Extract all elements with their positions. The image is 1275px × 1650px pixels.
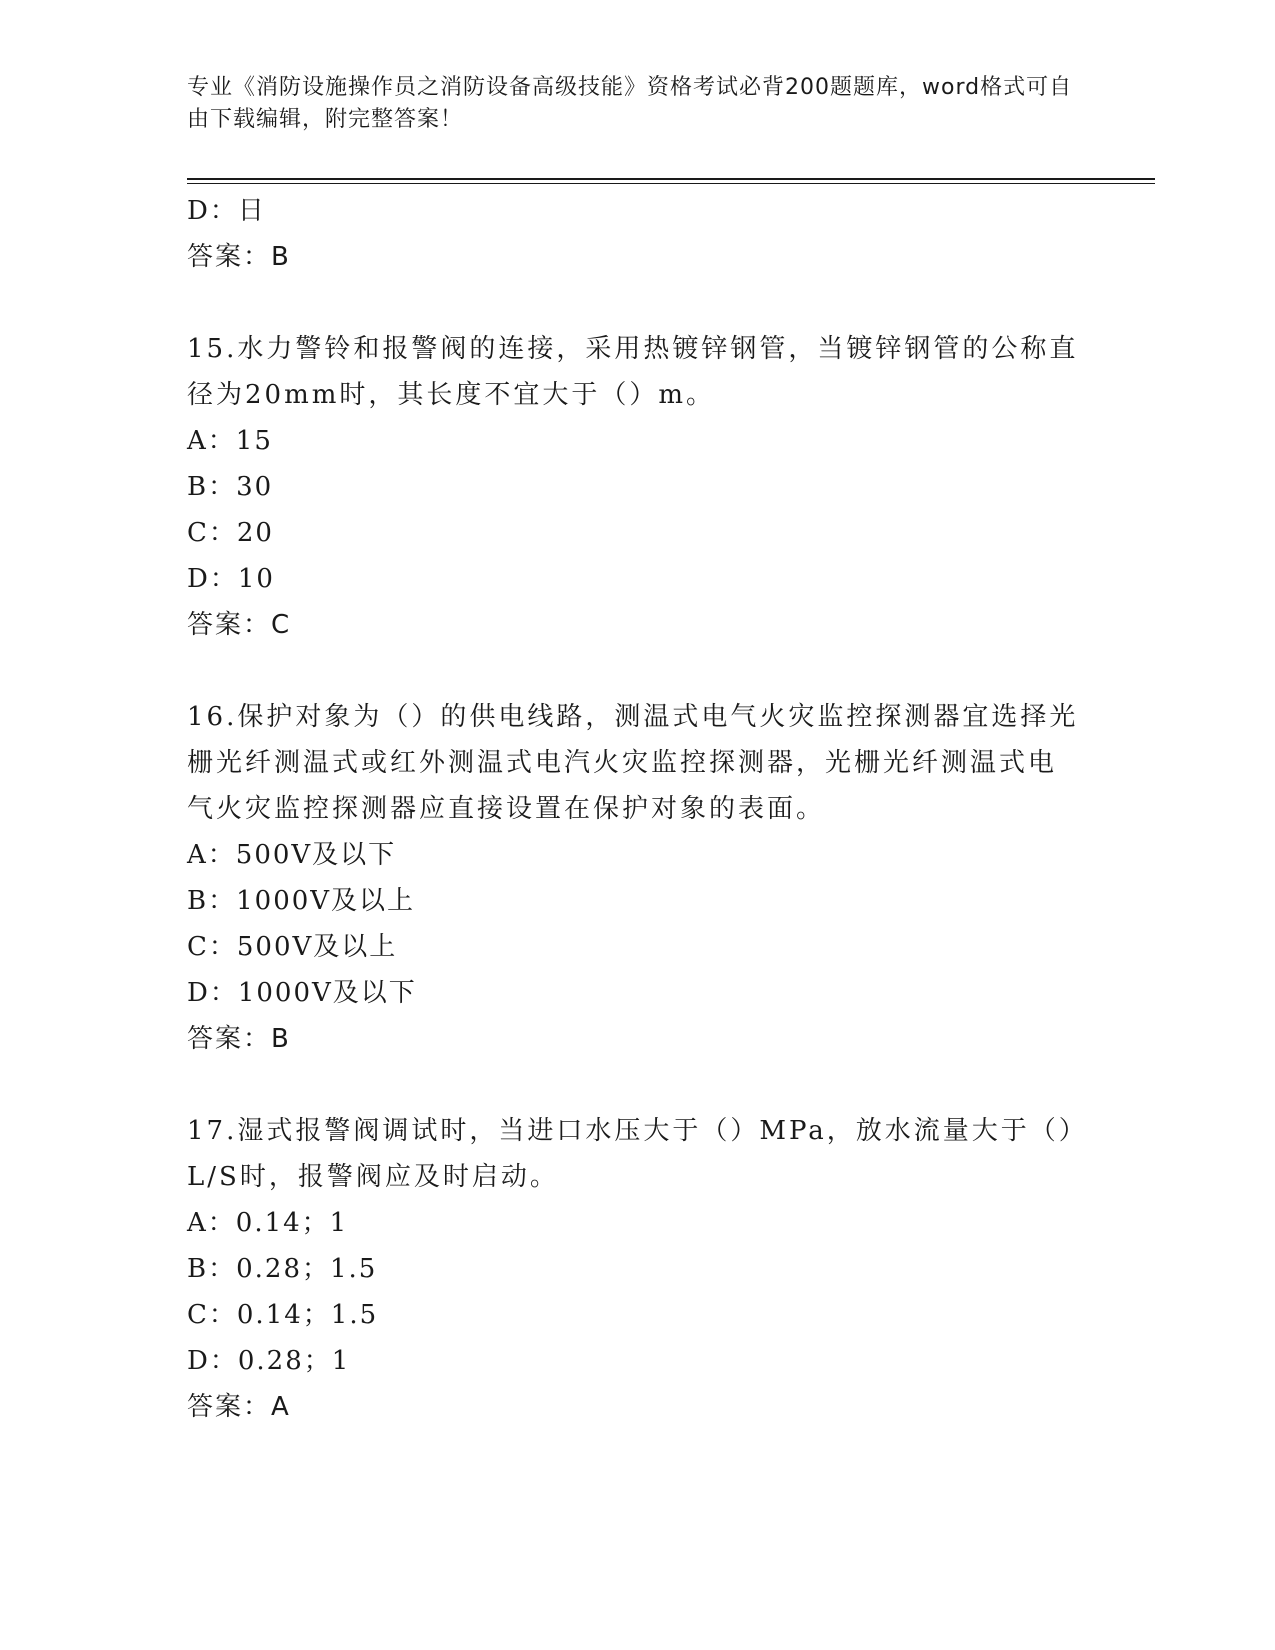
option-b: B：30 <box>187 472 274 502</box>
question-text-line: L/S时，报警阀应及时启动。 <box>187 1162 559 1192</box>
document-header <box>187 72 1077 136</box>
option-b: B：0.28；1.5 <box>187 1254 378 1284</box>
header-divider-thick <box>187 178 1155 180</box>
question-15 <box>187 326 1087 648</box>
question-text-line: 15.水力警铃和报警阀的连接，采用热镀锌钢管，当镀锌钢管的公称直 <box>187 334 1079 364</box>
question-text-line: 径为20mm时，其长度不宜大于（）m。 <box>187 380 716 410</box>
spacer <box>187 280 1087 326</box>
option-a: A：0.14；1 <box>187 1208 349 1238</box>
question-text-line: 栅光纤测温式或红外测温式电汽火灾监控探测器，光栅光纤测温式电 <box>187 748 1058 778</box>
question-text-line: 17.湿式报警阀调试时，当进口水压大于（）MPa，放水流量大于（） <box>187 1116 1088 1146</box>
answer: 答案：B <box>187 1024 291 1054</box>
option-d: D：1000V及以下 <box>187 978 417 1008</box>
previous-answer: 答案：B <box>187 242 291 272</box>
option-a: A：15 <box>187 426 273 456</box>
question-text-line: 气火灾监控探测器应直接设置在保护对象的表面。 <box>187 794 826 824</box>
previous-option-d: D：日 <box>187 196 266 226</box>
option-b: B：1000V及以上 <box>187 886 416 916</box>
answer: 答案：A <box>187 1392 291 1422</box>
question-text-line: 16.保护对象为（）的供电线路，测温式电气火灾监控探测器宜选择光 <box>187 702 1079 732</box>
header-divider-thin <box>187 183 1155 184</box>
spacer <box>187 1062 1087 1108</box>
question-16 <box>187 694 1087 1062</box>
option-c: C：500V及以上 <box>187 932 398 962</box>
option-a: A：500V及以下 <box>187 840 397 870</box>
option-c: C：0.14；1.5 <box>187 1300 379 1330</box>
answer: 答案：C <box>187 610 292 640</box>
option-d: D：10 <box>187 564 275 594</box>
spacer <box>187 648 1087 694</box>
header-text: 专业《消防设施操作员之消防设备高级技能》资格考试必背200题题库，word格式可自由下载编辑，附完整答案！ <box>187 75 1073 132</box>
option-d: D：0.28；1 <box>187 1346 351 1376</box>
option-c: C：20 <box>187 518 274 548</box>
question-17 <box>187 1108 1087 1430</box>
question-list <box>187 188 1087 1430</box>
